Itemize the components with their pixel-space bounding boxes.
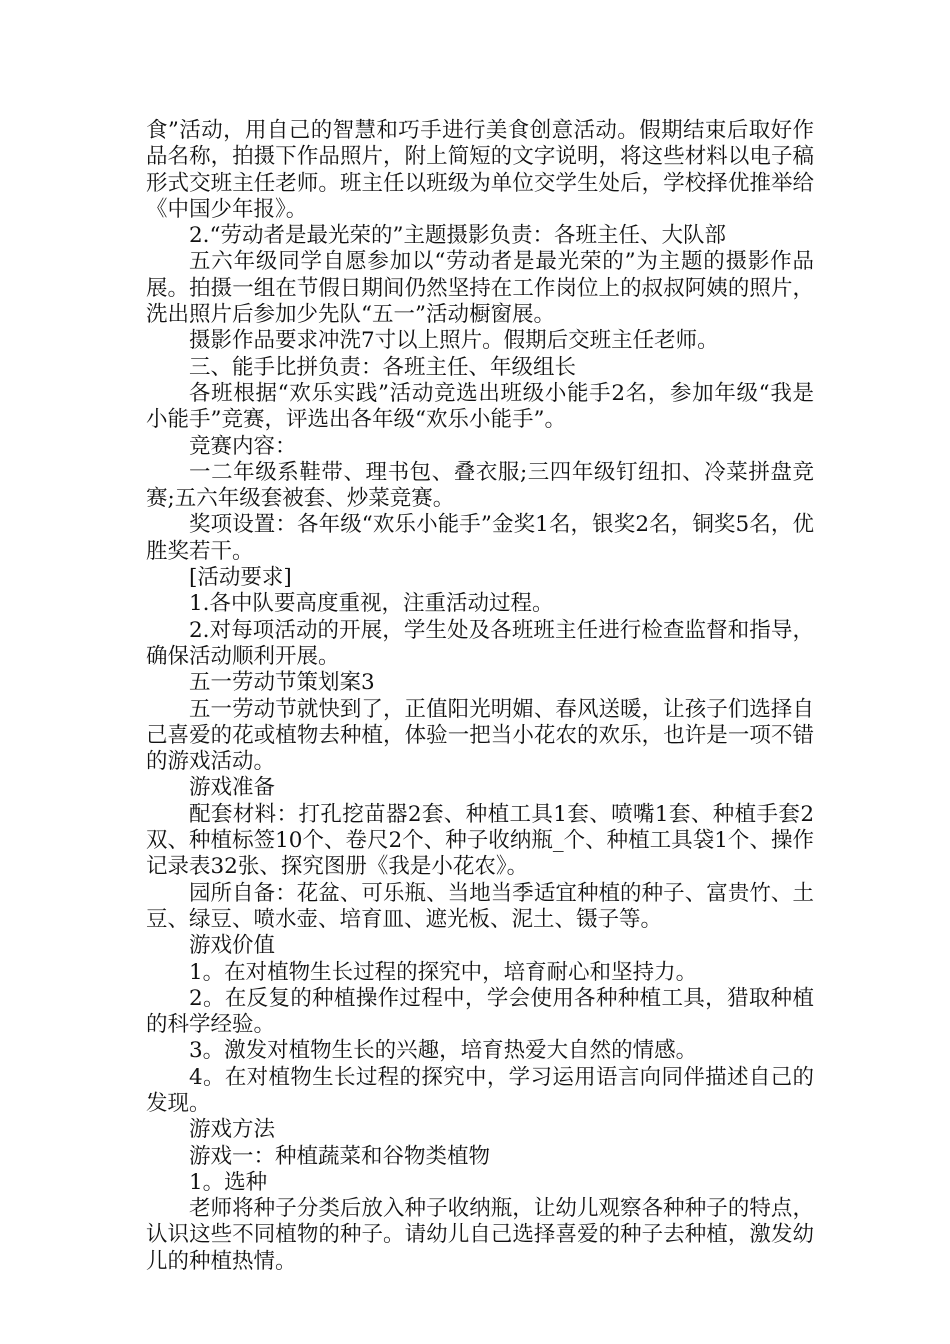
paragraph-skills-contest-selection: 各班根据“欢乐实践”活动竞选出班级小能手2名，参加年级“我是小能手”竞赛，评选出各年级“欢乐小能手”。 — [146, 380, 814, 433]
paragraph-contest-content-label: 竞赛内容： — [189, 433, 297, 459]
document-page — [146, 118, 814, 1275]
paragraph-plan-3-intro: 五一劳动节就快到了，正值阳光明媚、春风送暖，让孩子们选择自己喜爱的花或植物去种植，体验一把当小花农的欢乐，也许是一项不错的游戏活动。 — [146, 696, 814, 775]
paragraph-requirement-2: 2.对每项活动的开展，学生处及各班班主任进行检查监督和指导，确保活动顺利开展。 — [146, 617, 814, 669]
paragraph-seed-selection: 老师将种子分类后放入种子收纳瓶，让幼儿观察各种种子的特点，认识这些不同植物的种子。请幼儿自己选择喜爱的种子去种植，激发幼儿的种植热情。 — [146, 1196, 814, 1274]
paragraph-game-one-title: 游戏一：种植蔬菜和谷物类植物 — [189, 1143, 491, 1169]
paragraph-food-activity: 食”活动，用自己的智慧和巧手进行美食创意活动。假期结束后取好作品名称，拍摄下作品照片，附上简短的文字说明，将这些材料以电子稿形式交班主任老师。班主任以班级为单位交学生处后，学校择优推举给《中国少年报》。 — [146, 118, 814, 222]
paragraph-skills-contest-heading: 三、能手比拼负责：各班主任、年级组长 — [189, 354, 577, 380]
paragraph-contest-content: 一二年级系鞋带、理书包、叠衣服;三四年级钉纽扣、冷菜拼盘竞赛;五六年级套被套、炒菜竞赛。 — [146, 459, 814, 512]
paragraph-photo-requirements: 摄影作品要求冲洗7寸以上照片。假期后交班主任老师。 — [189, 328, 719, 354]
paragraph-value-1: 1。在对植物生长过程的探究中，培育耐心和坚持力。 — [189, 959, 698, 985]
paragraph-photo-theme-heading: 2.“劳动者是最光荣的”主题摄影负责：各班主任、大队部 — [189, 223, 726, 249]
paragraph-value-4: 4。在对植物生长过程的探究中，学习运用语言向同伴描述自己的发现。 — [146, 1064, 814, 1116]
paragraph-photo-exhibition: 五六年级同学自愿参加以“劳动者是最光荣的”为主题的摄影作品展。拍摄一组在节假日期间仍然坚持在工作岗位上的叔叔阿姨的照片，洗出照片后参加少先队“五一”活动橱窗展。 — [146, 249, 814, 328]
paragraph-value-2: 2。在反复的种植操作过程中，学会使用各种种植工具，猎取种植的科学经验。 — [146, 985, 814, 1038]
paragraph-game-preparation-heading: 游戏准备 — [189, 775, 276, 801]
paragraph-game-method-heading: 游戏方法 — [189, 1117, 276, 1143]
paragraph-seed-selection-heading: 1。选种 — [189, 1169, 268, 1195]
paragraph-awards: 奖项设置：各年级“欢乐小能手”金奖1名，银奖2名，铜奖5名，优胜奖若干。 — [146, 512, 814, 564]
paragraph-requirement-1: 1.各中队要高度重视，注重活动过程。 — [189, 591, 554, 617]
paragraph-supplied-materials: 配套材料：打孔挖苗器2套、种植工具1套、喷嘴1套、种植手套2双、种植标签10个、卷尺2个、种子收纳瓶_个、种植工具袋1个、操作记录表32张、探究图册《我是小花农》。 — [146, 801, 814, 880]
paragraph-activity-requirements-heading: [活动要求] — [189, 565, 292, 591]
paragraph-value-3: 3。激发对植物生长的兴趣，培育热爱大自然的情感。 — [189, 1038, 698, 1064]
paragraph-game-value-heading: 游戏价值 — [189, 933, 276, 959]
paragraph-plan-3-title: 五一劳动节策划案3 — [189, 670, 375, 696]
paragraph-self-prepared-materials: 园所自备：花盆、可乐瓶、当地当季适宜种植的种子、富贵竹、土豆、绿豆、喷水壶、培育皿、遮光板、泥土、镊子等。 — [146, 880, 814, 932]
